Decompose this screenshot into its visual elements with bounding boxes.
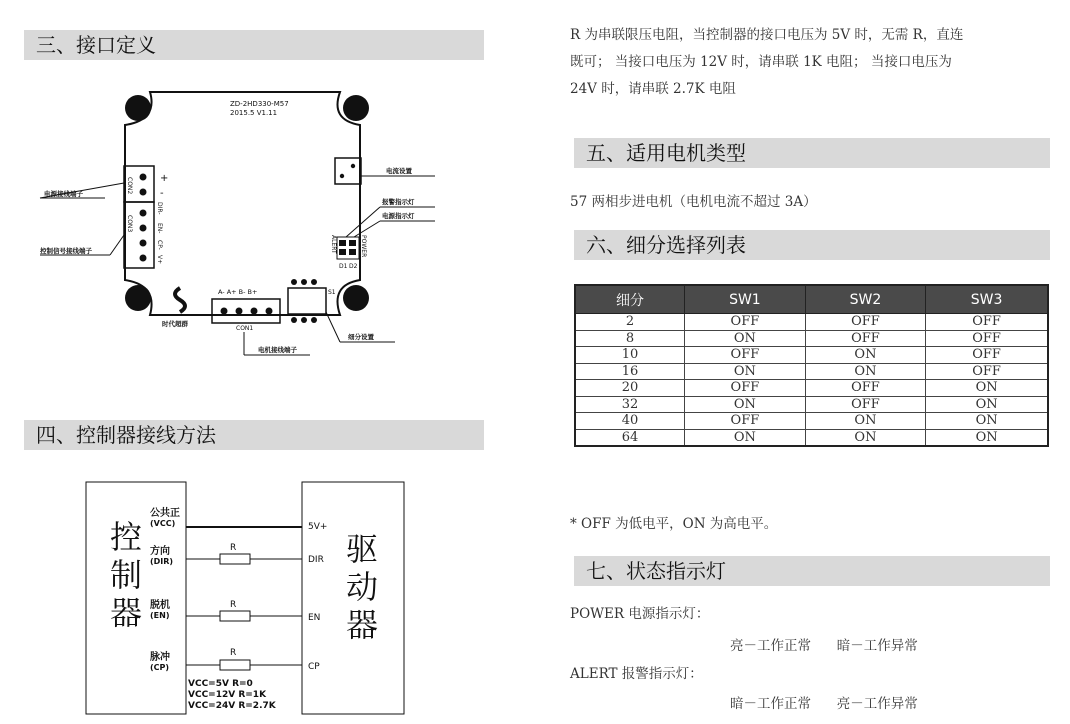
text-line: 既可； 当接口电压为 12V 时，请串联 1K 电阻； 当接口电压为: [570, 54, 952, 70]
table-cell: ON: [685, 396, 806, 413]
table-cell: OFF: [685, 380, 806, 397]
table-row: [575, 380, 1048, 397]
table-row: [575, 413, 1048, 430]
board-version: 2015.5 V1.11: [230, 109, 278, 117]
svg-text:器: 器: [110, 594, 143, 632]
con2-label: CON2: [126, 177, 133, 195]
table-cell: ON: [685, 429, 806, 446]
svg-text:方向: 方向: [150, 546, 170, 557]
svg-text:(CP): (CP): [150, 663, 170, 672]
svg-text:脉冲: 脉冲: [150, 652, 170, 663]
table-row: [575, 396, 1048, 413]
section6-heading: 六、细分选择列表: [574, 230, 1050, 260]
svg-text:CP: CP: [308, 662, 320, 672]
svg-text:POWER: POWER: [360, 235, 367, 258]
table-cell: ON: [926, 396, 1048, 413]
svg-text:制: 制: [110, 556, 143, 594]
alert-led-label: ALERT 报警指示灯：: [570, 666, 703, 682]
svg-text:5V+: 5V+: [308, 522, 328, 532]
table-cell: 16: [575, 363, 685, 380]
svg-text:脱机: 脱机: [150, 600, 170, 611]
table-cell: OFF: [805, 396, 926, 413]
section3-heading: 三、接口定义: [24, 30, 484, 60]
section5-heading: 五、适用电机类型: [574, 138, 1050, 168]
svg-text:R: R: [230, 600, 237, 610]
subdivision-table: [574, 284, 1049, 447]
table-cell: 20: [575, 380, 685, 397]
svg-text:DIR-: DIR-: [156, 202, 163, 215]
table-cell: OFF: [926, 347, 1048, 364]
mount-hole-bl: [125, 285, 151, 311]
table-cell: SW1: [685, 285, 806, 314]
table-cell: 8: [575, 330, 685, 347]
table-cell: ON: [805, 429, 926, 446]
section4-heading: 四、控制器接线方法: [24, 420, 484, 450]
svg-text:(EN): (EN): [150, 611, 170, 620]
svg-text:+: +: [160, 173, 169, 184]
table-cell: ON: [685, 363, 806, 380]
text-line: R 为串联限压电阻，当控制器的接口电压为 5V 时，无需 R，直连: [570, 27, 964, 43]
con3-label: CON3: [126, 215, 133, 233]
svg-text:R: R: [230, 543, 237, 553]
motor-type-text: 57 两相步进电机（电机电流不超过 3A）: [570, 194, 817, 210]
table-cell: SW3: [926, 285, 1048, 314]
table-row: [575, 330, 1048, 347]
text-line: 24V 时，请串联 2.7K 电阻: [570, 81, 736, 97]
table-cell: ON: [805, 347, 926, 364]
svg-text:D2: D2: [349, 263, 358, 270]
label-current: 电流设置: [386, 167, 412, 175]
driver-label: 驱: [346, 530, 379, 568]
level-note: * OFF 为低电平，ON 为高电平。: [570, 516, 778, 532]
mount-hole-tl: [125, 95, 151, 121]
table-cell: ON: [685, 330, 806, 347]
label-power-terminal: 电源接线端子: [44, 190, 83, 198]
note-5v: VCC=5V R=0: [188, 679, 253, 689]
table-cell: 64: [575, 429, 685, 446]
table-cell: OFF: [805, 314, 926, 331]
table-cell: OFF: [685, 314, 806, 331]
svg-text:A- A+ B- B+: A- A+ B- B+: [218, 288, 258, 296]
table-cell: ON: [805, 363, 926, 380]
row-en: [150, 598, 320, 623]
table-cell: ON: [926, 413, 1048, 430]
con3-terminal: [124, 202, 154, 268]
row-dir: [150, 543, 324, 566]
svg-text:(VCC): (VCC): [150, 519, 176, 528]
svg-text:V+: V+: [156, 255, 163, 265]
table-cell: 40: [575, 413, 685, 430]
row-vcc: [150, 506, 327, 532]
svg-text:动: 动: [346, 568, 379, 606]
s1-switch: [288, 288, 326, 314]
svg-text:D1: D1: [339, 263, 348, 270]
section7-heading: 七、状态指示灯: [574, 556, 1050, 586]
label-power-led: 电源指示灯: [382, 212, 415, 220]
alert-led-states: 暗－工作正常 亮－工作异常: [730, 696, 918, 712]
table-row: [575, 429, 1048, 446]
table-cell: 细分: [575, 285, 685, 314]
svg-text:S1: S1: [328, 289, 336, 296]
svg-text:R: R: [230, 648, 237, 658]
table-cell: OFF: [685, 347, 806, 364]
resistor-note: [570, 22, 1060, 103]
svg-text:CON1: CON1: [236, 325, 254, 332]
table-cell: ON: [805, 413, 926, 430]
note-24v: VCC=24V R=2.7K: [188, 701, 276, 711]
svg-text:器: 器: [346, 606, 379, 644]
power-led-states: 亮－工作正常 暗－工作异常: [730, 638, 918, 654]
table-cell: ON: [926, 380, 1048, 397]
table-cell: OFF: [926, 363, 1048, 380]
table-cell: OFF: [926, 314, 1048, 331]
svg-text:ALERT: ALERT: [330, 235, 337, 254]
current-switch: [335, 158, 361, 184]
table-row: [575, 347, 1048, 364]
row-cp: [150, 648, 320, 672]
table-cell: ON: [926, 429, 1048, 446]
table-cell: OFF: [926, 330, 1048, 347]
mount-hole-tr: [343, 95, 369, 121]
logo-icon: [175, 288, 185, 312]
label-subdiv: 细分设置: [348, 333, 374, 341]
svg-text:公共正: 公共正: [150, 508, 180, 519]
svg-text:EN: EN: [308, 613, 321, 623]
label-control-terminal: 控制信号接线端子: [40, 247, 92, 255]
svg-text:-: -: [160, 188, 164, 199]
table-cell: OFF: [685, 413, 806, 430]
wiring-diagram: [80, 478, 420, 718]
table-cell: 2: [575, 314, 685, 331]
table-cell: SW2: [805, 285, 926, 314]
power-led-label: POWER 电源指示灯：: [570, 606, 710, 622]
table-cell: OFF: [805, 380, 926, 397]
svg-text:(DIR): (DIR): [150, 557, 174, 566]
mount-hole-br: [343, 285, 369, 311]
svg-text:DIR: DIR: [308, 555, 324, 565]
svg-text:EN-: EN-: [156, 223, 163, 234]
table-cell: 32: [575, 396, 685, 413]
table-cell: OFF: [805, 330, 926, 347]
label-alarm-led: 报警指示灯: [382, 198, 415, 206]
table-row: [575, 314, 1048, 331]
label-motor-terminal: 电机接线端子: [258, 346, 297, 354]
logo-text: 时代超群: [162, 320, 188, 328]
interface-board-diagram: [30, 80, 480, 370]
table-row: [575, 363, 1048, 380]
svg-text:CP-: CP-: [156, 240, 163, 250]
board-model: ZD-2HD330-M57: [230, 100, 289, 108]
table-cell: 10: [575, 347, 685, 364]
table-header-row: [575, 285, 1048, 314]
note-12v: VCC=12V R=1K: [188, 690, 267, 700]
controller-label: 控: [110, 518, 143, 556]
